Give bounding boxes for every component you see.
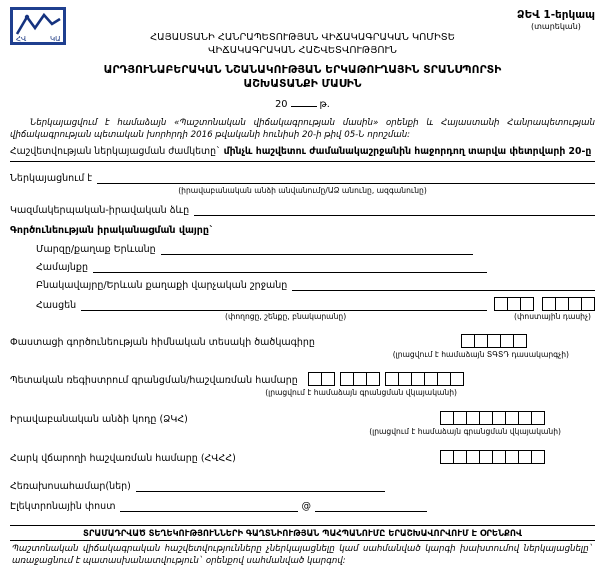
digit-box [555,297,569,311]
phone-label: Հեռախոսահամար(ներ) [10,481,131,493]
digit-box [487,334,501,348]
deadline-line [10,146,595,162]
phone-blank [136,480,385,492]
field-legal-entity-code [10,411,595,425]
legal-entity-code-hint-row [10,426,595,437]
digit-box [479,411,493,425]
settlement-blank [292,279,595,291]
activity-code-box-group [462,334,527,348]
digit-box [466,411,480,425]
form-title-line2: ԱՇԽԱՏԱՆՔԻ ՄԱՍԻՆ [243,77,362,90]
state-register-box-group-3 [386,372,464,386]
legal-entity-code-box-group [441,411,545,425]
liability-statement: Պաշտոնական վիճակագրական հաշվետվությունները չներկայացնելը կամ սահմանված կարգի խախտումով ներկայացնելը` առաջացնում է պատասխանատվություն` օրենքով սահմանված կարգով: [12,544,593,566]
field-address [36,297,595,311]
year-blank [291,97,317,107]
form-title-line1: ԱՐԴՅՈՒՆԱԲԵՐԱԿԱՆ ՆՇԱՆԱԿՈՒԹՅԱՆ ԵՐԿԱԹՈՒՂԱՅԻՆ ՏՐԱՆՍՊՈՐՏԻ [103,63,502,76]
digit-box [518,411,532,425]
digit-box [366,372,380,386]
form-periodicity: (տարեկան) [531,22,581,31]
digit-box [340,372,354,386]
digit-box [450,372,464,386]
region-blank [161,243,473,255]
logo-right-letters: ԿԱ [50,35,61,43]
presenter-hint: (իրավաբանական անձի անվանումը/ԱՁ անունը, ազգանունը) [178,186,427,196]
digit-box [494,297,508,311]
form-number: ՁԵՎ 1-երկապ [516,9,595,21]
digit-box [507,297,521,311]
address-street-hint: (փողոցը, շենքը, բնակարանը) [225,312,347,322]
legal-basis-text: Ներկայացվում է համաձայն «Պաշտոնական վիճակագրության մասին» օրենքի և Հայաստանի Հանրապետության վիճակագրության պետական խորհրդի 2016 թվականի հունիսի 20-ի թիվ 05-Ն որոշման: [10,118,595,141]
digit-box [321,372,335,386]
activity-code-label: Փաստացի գործունեության հիմնական տեսակի ծածկագիրը [10,337,315,349]
digit-box [385,372,399,386]
postal-code-hint: (փոստային դասիչ) [514,312,591,322]
digit-box [492,411,506,425]
email-domain-blank [315,500,427,512]
digit-box [308,372,322,386]
year-prefix: 20 [275,99,288,110]
presenter-blank [97,172,595,184]
address-label: Հասցեն [36,300,77,312]
address-box-group-1 [495,297,534,311]
email-label: Էլեկտրոնային փոստ [10,501,116,513]
committee-name: ՀԱՅԱՍՏԱՆԻ ՀԱՆՐԱՊԵՏՈՒԹՅԱՆ ՎԻՃԱԿԱԳՐԱԿԱՆ ԿՈՄԻՏԵ [150,32,455,43]
deadline-label: Հաշվետվության ներկայացման ժամկետը` [10,146,221,158]
org-legal-form-blank [194,204,595,216]
email-at-symbol: @ [301,501,311,513]
legal-entity-code-label: Իրավաբանական անձի կոդը (ՁԿՀ) [10,414,188,426]
legal-entity-code-hint: (լրացվում է համաձայն գրանցման վկայականի) [369,427,561,437]
deadline-value: մինչև հաշվետու ժամանակաշրջանին հաջորդող տարվա փետրվարի 20-ը [223,146,592,158]
armstat-logo-graphic [10,7,66,45]
digit-box [453,450,467,464]
address-blank [81,299,487,311]
settlement-label: Բնակավայրը/Երևան քաղաքի վարչական շրջանը [36,280,288,292]
digit-box [542,297,556,311]
state-register-box-group-1 [309,372,335,386]
digit-box [513,334,527,348]
digit-box [440,411,454,425]
activity-code-hint-row [10,349,595,360]
state-register-hint-row [10,387,595,398]
digit-box [411,372,425,386]
digit-box [518,450,532,464]
digit-box [461,334,475,348]
field-activity-code [10,334,595,348]
digit-box [398,372,412,386]
field-community [36,261,595,273]
tin-label: Հարկ վճարողի հաշվառման համարը (ՀՎՀՀ) [10,453,236,465]
digit-box [479,450,493,464]
field-presenter [10,172,595,184]
digit-box [505,450,519,464]
digit-box [466,450,480,464]
digit-box [531,411,545,425]
address-hint-row [10,312,595,321]
org-legal-form-label: Կազմակերպական-իրավական ձևը [10,205,190,217]
year-suffix: թ. [319,99,330,110]
field-tin [10,450,595,464]
digit-box [424,372,438,386]
digit-box [440,450,454,464]
tin-box-group [441,450,545,464]
digit-box [581,297,595,311]
community-label: Համայնքը [36,262,88,274]
activity-code-hint: (լրացվում է համաձայն ՏԳՏԴ դասակարգչի) [392,350,569,360]
activity-location-heading: Գործունեության իրականացման վայրը` [10,225,214,237]
field-org-legal-form [10,204,595,216]
field-region [36,243,595,255]
state-register-hint: (լրացվում է համաձայն գրանցման վկայականի) [265,388,457,398]
report-type: ՎԻՃԱԿԱԳՐԱԿԱՆ ՀԱՇՎԵՏՎՈՒԹՅՈՒՆ [208,45,397,56]
digit-box [474,334,488,348]
armstat-logo [10,7,66,48]
confidentiality-statement: ՏՐԱՄԱԴՐՎԱԾ ՏԵՂԵԿՈՒԹՅՈՒՆՆԵՐԻ ԳԱՂՏՆԻՈՒԹՅԱՆ ՊԱՀՊԱՆՈՒՄԸ ԵՐԱՇԽԱՎՈՐՎՈՒՄ Է ՕՐԵՆՔՈՎ [10,525,595,541]
digit-box [520,297,534,311]
digit-box [437,372,451,386]
email-local-blank [120,500,297,512]
community-blank [93,261,487,273]
state-register-box-group-2 [341,372,380,386]
field-phone [10,480,595,492]
digit-box [568,297,582,311]
form-number-block [517,9,595,31]
digit-box [500,334,514,348]
digit-box [492,450,506,464]
logo-left-letters: ՀՎ [16,35,27,43]
form-header [10,32,595,110]
region-label: Մարզը/քաղաք Երևանը [36,244,156,256]
field-state-register [10,372,595,386]
presenter-label: Ներկայացնում է [10,173,93,185]
year-line [10,97,595,110]
postal-code-box-group [543,297,595,311]
digit-box [505,411,519,425]
digit-box [453,411,467,425]
presenter-hint-row [10,185,595,196]
field-settlement [36,279,595,291]
state-register-label: Պետական ռեգիստրում գրանցման/հաշվառման համարը [10,375,298,387]
field-email [10,500,427,512]
digit-box [531,450,545,464]
digit-box [353,372,367,386]
